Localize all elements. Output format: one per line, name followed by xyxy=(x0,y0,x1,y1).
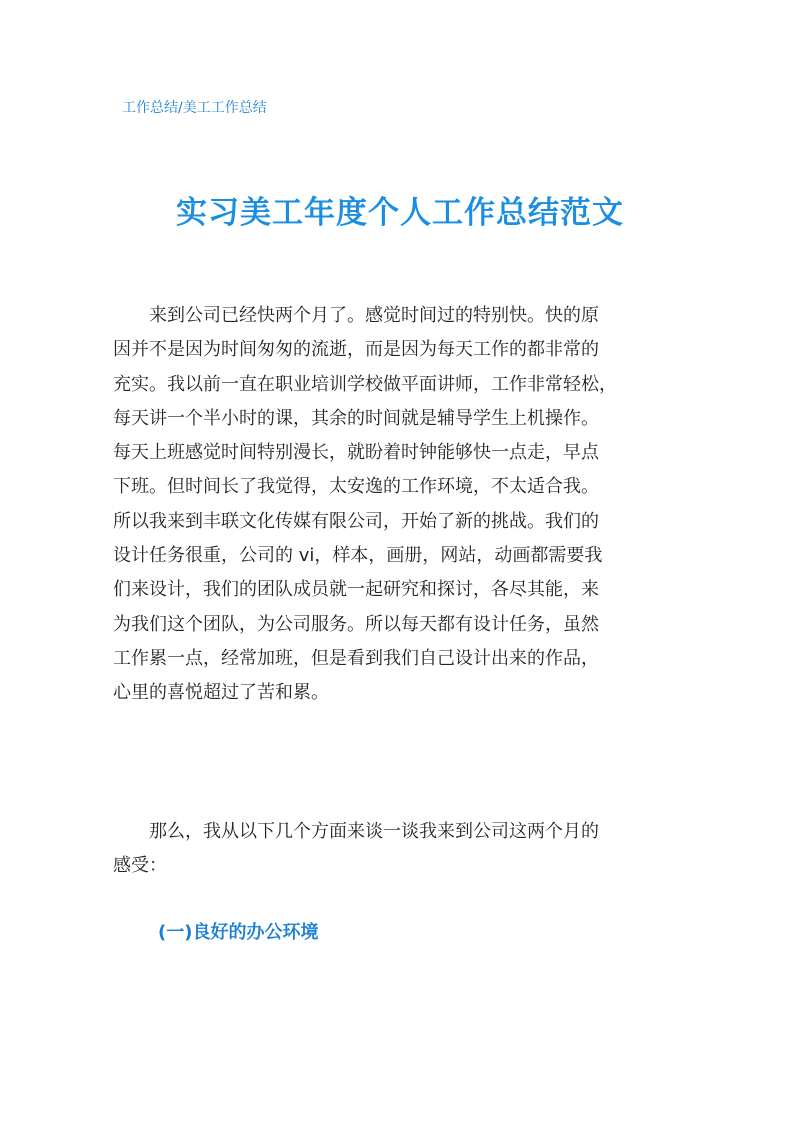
paragraph-line: 充实。我以前一直在职业培训学校做平面讲师，工作非常轻松， xyxy=(113,373,617,395)
paragraph-line: 心里的喜悦超过了苦和累。 xyxy=(113,682,329,704)
paragraph-line: 每天上班感觉时间特别漫长，就盼着时钟能够快一点走，早点 xyxy=(113,442,599,464)
paragraph-line: 下班。但时间长了我觉得，太安逸的工作环境，不太适合我。 xyxy=(113,476,599,498)
paragraph-line: 们来设计，我们的团队成员就一起研究和探讨，各尽其能，来 xyxy=(113,579,599,601)
paragraph-line: 因并不是因为时间匆匆的流逝，而是因为每天工作的都非常的 xyxy=(113,339,599,361)
paragraph-1 xyxy=(113,299,693,711)
breadcrumb[interactable]: 工作总结/美工工作总结 xyxy=(122,100,267,116)
paragraph-line: 感受： xyxy=(113,855,167,877)
paragraph-line: 为我们这个团队，为公司服务。所以每天都有设计任务，虽然 xyxy=(113,613,599,635)
paragraph-line: 所以我来到丰联文化传媒有限公司，开始了新的挑战。我们的 xyxy=(113,510,599,532)
paragraph-line: 设计任务很重，公司的 vi，样本，画册，网站，动画都需要我 xyxy=(113,545,603,567)
paragraph-line: 每天讲一个半小时的课，其余的时间就是辅导学生上机操作。 xyxy=(113,407,599,429)
paragraph-line: 那么，我从以下几个方面来谈一谈我来到公司这两个月的 xyxy=(113,821,599,842)
paragraph-line: 工作累一点，经常加班，但是看到我们自己设计出来的作品， xyxy=(113,647,599,669)
paragraph-2 xyxy=(113,815,693,884)
page-title: 实习美工年度个人工作总结范文 xyxy=(176,195,624,231)
section-heading: (一)良好的办公环境 xyxy=(158,922,319,943)
paragraph-line: 来到公司已经快两个月了。感觉时间过的特别快。快的原 xyxy=(113,305,599,326)
